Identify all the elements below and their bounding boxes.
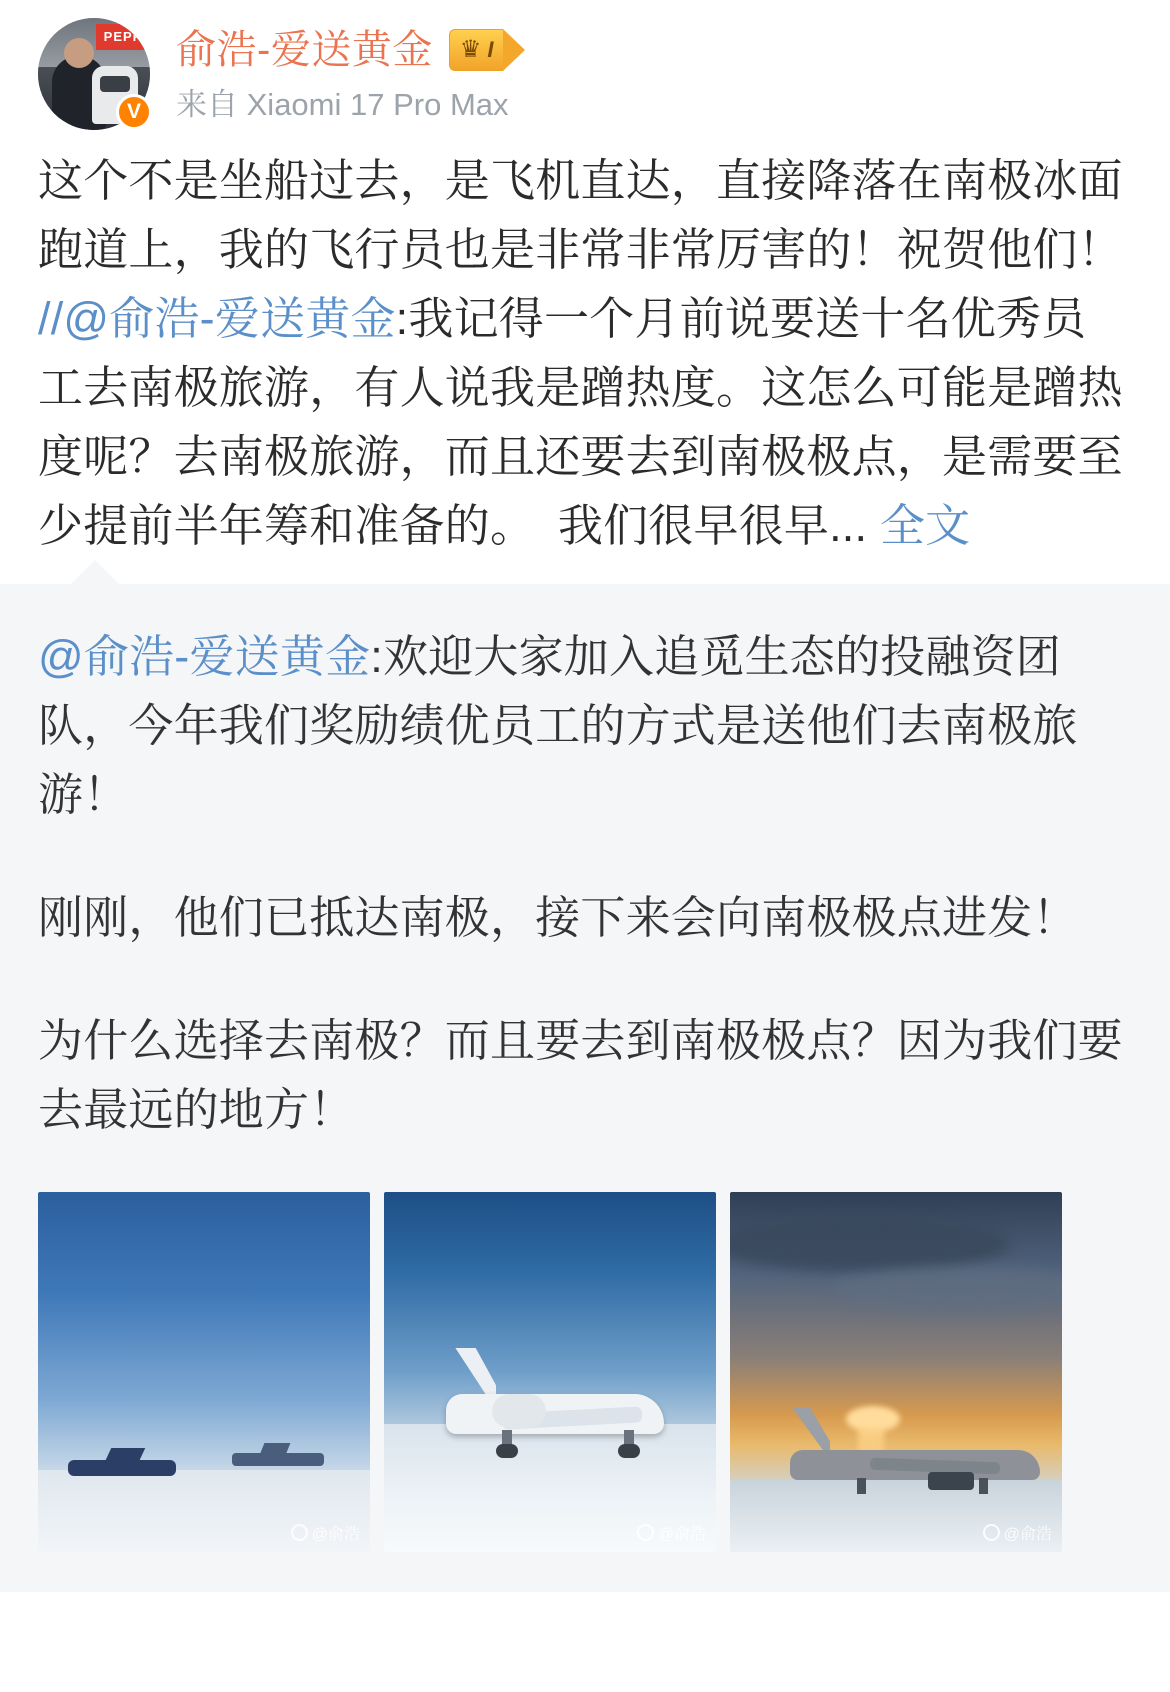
quoted-paragraph-1-text: :欢迎大家加入追觅生态的投融资团队，今年我们奖励绩优员工的方式是送他们去南极旅游！ xyxy=(38,631,1078,820)
photo3-cloud-lower xyxy=(832,1268,1062,1312)
member-level-label: I xyxy=(487,37,494,62)
post-mention-link[interactable]: //@俞浩-爱送黄金 xyxy=(38,293,396,344)
photo3-people xyxy=(928,1472,974,1490)
photo1-watermark-text: @俞浩 xyxy=(311,1526,360,1543)
photo2-watermark xyxy=(637,1521,706,1544)
author-name-row xyxy=(176,28,525,72)
weibo-logo-icon xyxy=(637,1524,654,1541)
weibo-logo-icon xyxy=(983,1524,1000,1541)
photo-sunset-jet[interactable] xyxy=(730,1192,1062,1552)
post-text-part2: :我记得一个月前说要送十名优秀员工去南极旅游，有人说我是蹭热度。这怎么可能是蹭热度呢？去南极旅游，而且还要去到南极极点，是需要至少提前半年筹和准备的。 我们很早很早... xyxy=(38,293,1123,551)
photo1-plane-left xyxy=(68,1460,176,1476)
photo2-jet-engine xyxy=(492,1394,546,1428)
photo-private-jet-on-ice[interactable] xyxy=(384,1192,716,1552)
post-header xyxy=(0,0,1170,140)
quoted-paragraph-3: 为什么选择去南极？而且要去到南极极点？因为我们要去最远的地方！ xyxy=(38,1015,1123,1135)
photo3-cloud-upper xyxy=(730,1216,1010,1272)
photo2-watermark-text: @俞浩 xyxy=(657,1526,706,1543)
weibo-logo-icon xyxy=(291,1524,308,1541)
member-level-badge-arrow xyxy=(503,29,525,71)
quoted-mention-link[interactable]: @俞浩-爱送黄金 xyxy=(38,631,371,682)
author-name[interactable]: 俞浩-爱送黄金 xyxy=(176,28,433,72)
quoted-image-grid xyxy=(38,1192,1128,1552)
post-text xyxy=(0,140,1170,560)
photo-antarctic-blue-runway[interactable] xyxy=(38,1192,370,1552)
photo3-watermark xyxy=(983,1521,1052,1544)
avatar[interactable] xyxy=(38,18,150,130)
photo3-jet-gear-front xyxy=(979,1478,988,1494)
expand-full-text-link[interactable]: 全文 xyxy=(879,500,971,551)
quoted-paragraph-2: 刚刚，他们已抵达南极，接下来会向南极极点进发！ xyxy=(38,892,1078,943)
photo2-jet-wheel-rear xyxy=(618,1444,640,1458)
photo3-watermark-text: @俞浩 xyxy=(1003,1526,1052,1543)
verified-badge-icon: V xyxy=(116,94,152,130)
photo1-plane-right xyxy=(232,1453,324,1466)
post-source xyxy=(176,86,525,123)
post-text-part1: 这个不是坐船过去，是飞机直达，直接降落在南极冰面跑道上，我的飞行员也是非常非常厉害的！祝贺他们！ xyxy=(38,155,1169,275)
crown-icon: ♛ xyxy=(459,36,482,63)
post-source-device[interactable]: Xiaomi 17 Pro Max xyxy=(246,87,509,122)
photo3-jet-gear-rear xyxy=(857,1478,866,1494)
quoted-post-text xyxy=(38,622,1128,1144)
member-level-badge-body xyxy=(449,29,504,71)
quoted-paragraph-1 xyxy=(38,622,1128,829)
author-info xyxy=(176,18,525,123)
post-source-prefix: 来自 xyxy=(176,87,247,122)
photo2-jet-wheel-front xyxy=(496,1444,518,1458)
member-level-badge[interactable] xyxy=(449,29,526,71)
quoted-post-card[interactable] xyxy=(0,584,1170,1592)
photo1-watermark xyxy=(291,1521,360,1544)
avatar-banner-icon: PEPP xyxy=(96,24,150,50)
avatar-person-head xyxy=(64,38,94,68)
